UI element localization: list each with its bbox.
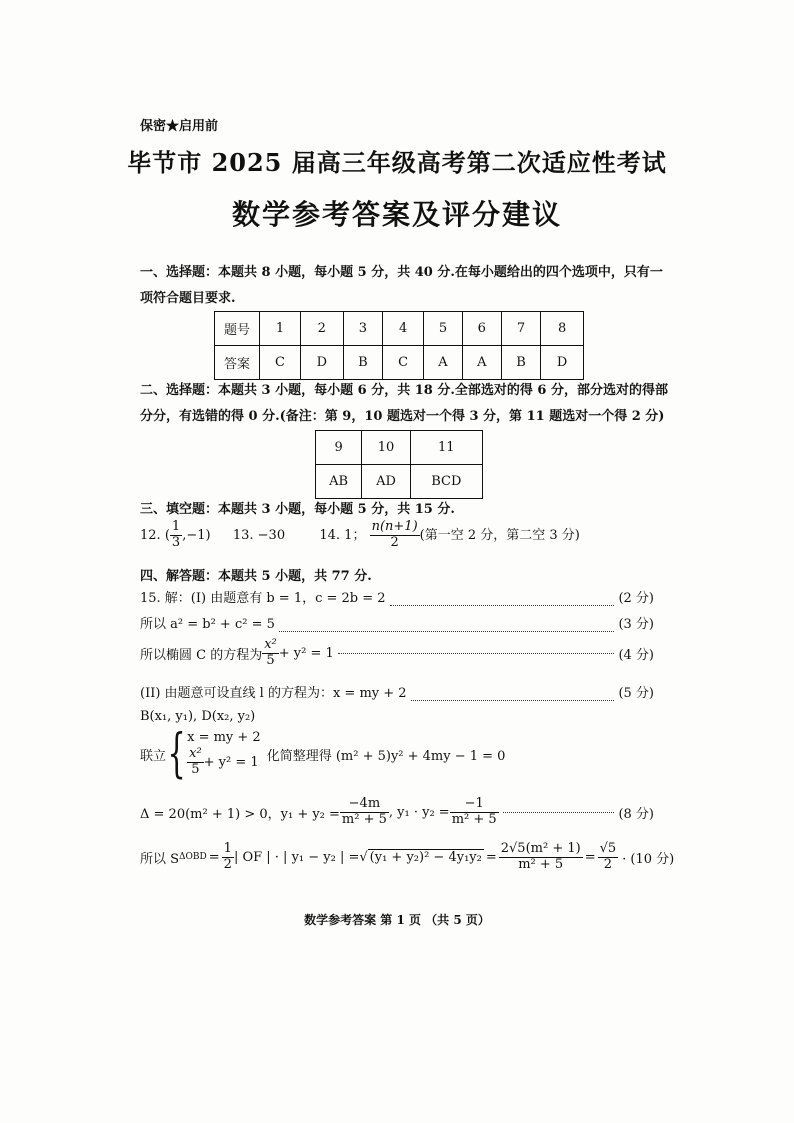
table-cell: AD — [362, 465, 410, 499]
table-cell: 3 — [343, 312, 382, 346]
solution-line-2: 所以 a² = b² + c² = 5 (3 分) — [140, 613, 654, 632]
table-cell: BCD — [410, 465, 482, 499]
q14-note: (第一空 2 分，第二空 3 分) — [419, 527, 580, 543]
score-label: (3 分) — [618, 617, 654, 632]
section2-heading-line1: 二、选择题：本题共 3 小题，每小题 6 分，共 18 分.全部选对的得 6 分，部分选对的得部 — [140, 383, 668, 398]
sqrt-icon: √ — [359, 849, 368, 865]
solution-line-8: 所以 S ΔOBD = $\frac{1}{2}$ | OF | · | y₁ − y₂ | = √ (y₁ + y₂)² − 4y₁y₂ = $\frac{\text{2√5(m² + 1)}}{\text{m² + 5}}$ = $\frac{√5}{2}$ · (10 分) — [140, 841, 675, 872]
table-cell: 1 — [260, 312, 301, 346]
table-cell-header: 题号 — [215, 312, 260, 346]
system-of-equations: 联立 { x = my + 2 $\frac{\text{x²}}{5}$ + y² = 1 化简整理得 (m² + 5)y² + 4my − 1 = 0 — [140, 724, 506, 784]
table-cell: D — [541, 346, 584, 380]
solution-line-3: 所以椭圆 C 的方程为 $\frac{\text{x²}}{5}$ + y² = 1 (4 分) — [140, 637, 654, 668]
table-cell: 6 — [462, 312, 501, 346]
section3-heading: 三、填空题：本题共 3 小题，每小题 5 分，共 15 分. — [140, 502, 455, 517]
exam-title: 毕节市 2025 届高三年级高考第二次适应性考试 — [127, 148, 667, 177]
table-cell: 10 — [362, 431, 410, 465]
table-cell: B — [343, 346, 382, 380]
equation-system: x = my + 2 $\frac{\text{x²}}{5}$ + y² = 1 — [187, 730, 261, 777]
ellipse-fraction: $\frac{\text{x²}}{5}$ — [264, 637, 277, 668]
solution-line-4: (II) 由题意可设直线 l 的方程为：x = my + 2 (5 分) — [140, 682, 654, 701]
q12-label: 12. — [140, 527, 161, 543]
table-cell: 5 — [424, 312, 463, 346]
table-cell: 2 — [300, 312, 343, 346]
section2-heading-line2: 分分，有选错的得 0 分.(备注：第 9，10 题选对一个得 3 分，第 11 题选对一个得 2 分) — [140, 409, 665, 424]
table-cell: 4 — [383, 312, 424, 346]
confidential-label: 保密★启用前 — [140, 119, 219, 134]
document-subtitle: 数学参考答案及评分建议 — [231, 198, 562, 231]
score-label: · (10 分) — [622, 851, 675, 867]
section1-heading-line2: 项符合题目要求. — [140, 291, 236, 306]
q14-fraction: $\frac{n(n+1)}{2}$ — [371, 519, 418, 550]
brace-icon: { — [167, 724, 186, 784]
solution-line-1: 15. 解：(I) 由题意有 b = 1，c = 2b = 2 (2 分) — [140, 587, 654, 606]
table-row — [316, 465, 483, 499]
table-row — [215, 312, 584, 346]
section1-heading-line1: 一、选择题：本题共 8 小题，每小题 5 分，共 40 分.在每小题给出的四个选项中，只有一 — [140, 265, 663, 280]
table-cell: C — [260, 346, 301, 380]
points-definition: B(x₁, y₁), D(x₂, y₂) — [140, 709, 256, 724]
section1-answer-table — [214, 311, 584, 380]
score-label: (5 分) — [618, 686, 654, 701]
table-cell: AB — [316, 465, 362, 499]
table-cell: 7 — [501, 312, 540, 346]
table-cell: C — [383, 346, 424, 380]
score-label: (4 分) — [618, 647, 654, 663]
table-cell: A — [462, 346, 501, 380]
table-cell: A — [424, 346, 463, 380]
score-label: (8 分) — [618, 806, 654, 822]
score-label: (2 分) — [618, 591, 654, 606]
q12-rest: ,−1) — [182, 527, 211, 543]
table-cell-header: 答案 — [215, 346, 260, 380]
table-row — [215, 346, 584, 380]
section2-answer-table — [315, 430, 483, 499]
q12-fraction: $\frac{1}{3}$ — [171, 519, 181, 550]
table-cell: 11 — [410, 431, 482, 465]
q13-answer: 13. −30 — [232, 527, 286, 543]
table-row — [316, 431, 483, 465]
section4-heading: 四、解答题：本题共 5 小题，共 77 分. — [140, 569, 372, 584]
fill-answers-row: 12. ( $\frac{1}{3}$ ,−1) 13. −30 14. 1； $\frac{n(n+1)}{2}$ (第一空 2 分，第二空 3 分) — [140, 519, 580, 550]
page-footer: 数学参考答案 第 1 页 （共 5 页） — [304, 913, 490, 927]
q14-label: 14. 1； — [319, 527, 366, 543]
table-cell: D — [300, 346, 343, 380]
solution-line-7: Δ = 20(m² + 1) > 0，y₁ + y₂ = $\frac{-4m}{\text{m² + 5}}$ , y₁ · y₂ = $\frac{-1}{\text{m² + 5}}$ (8 分) — [140, 796, 654, 827]
table-cell: B — [501, 346, 540, 380]
table-cell: 8 — [541, 312, 584, 346]
table-cell: 9 — [316, 431, 362, 465]
